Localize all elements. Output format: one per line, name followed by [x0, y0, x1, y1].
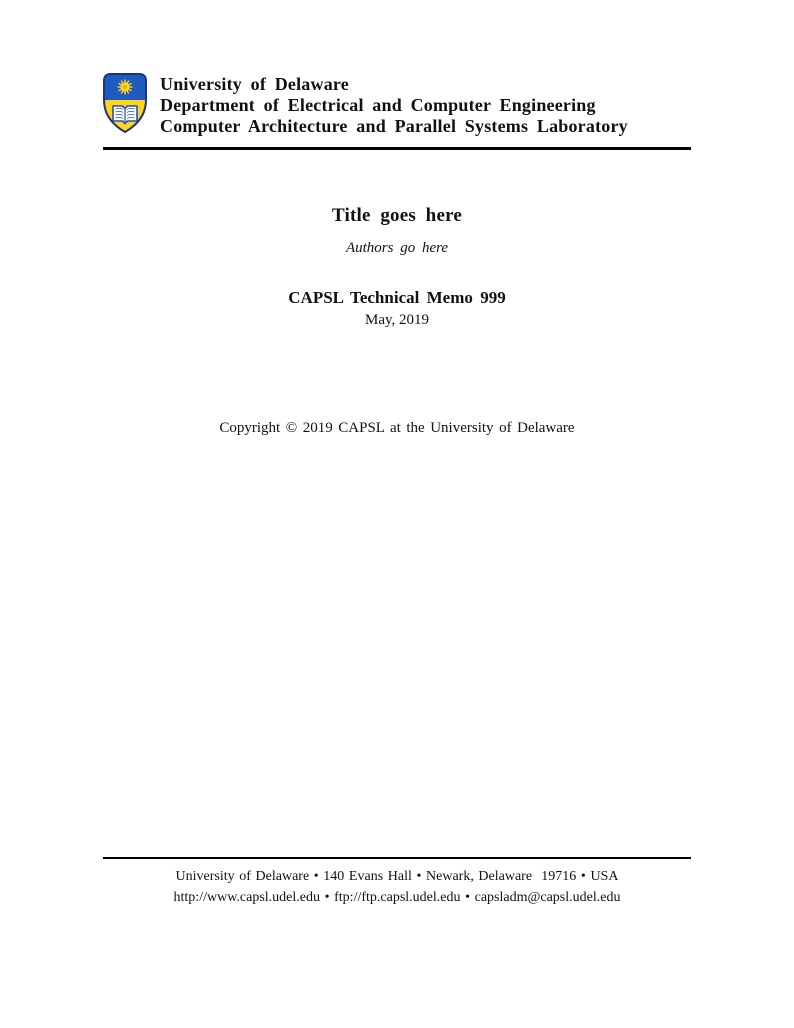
- header-line-department: Department of Electrical and Computer Engineering: [160, 95, 596, 115]
- footer: [103, 866, 691, 908]
- document-authors: Authors go here: [345, 240, 449, 256]
- sun-core: [123, 85, 127, 89]
- memo-date: May, 2019: [364, 312, 430, 328]
- header-line-university: University of Delaware: [160, 74, 349, 94]
- title-block: [103, 205, 691, 329]
- document-title: Title goes here: [332, 205, 462, 226]
- university-of-delaware-shield-icon: [103, 73, 147, 133]
- header-rule: [103, 147, 691, 150]
- footer-address-line: University of Delaware • 140 Evans Hall • Newark, Delaware 19716 • USA: [175, 869, 619, 884]
- copyright-notice: Copyright © 2019 CAPSL at the University of Delaware: [219, 420, 575, 436]
- open-book-icon: [113, 106, 137, 124]
- footer-rule: [103, 857, 691, 859]
- header: [103, 73, 693, 137]
- header-text: [160, 73, 628, 137]
- header-line-laboratory: Computer Architecture and Parallel Systems Laboratory: [160, 116, 628, 136]
- memo-number: CAPSL Technical Memo 999: [288, 288, 506, 307]
- footer-contact-line: http://www.capsl.udel.edu • ftp://ftp.capsl.udel.edu • capsladm@capsl.udel.edu: [173, 890, 621, 905]
